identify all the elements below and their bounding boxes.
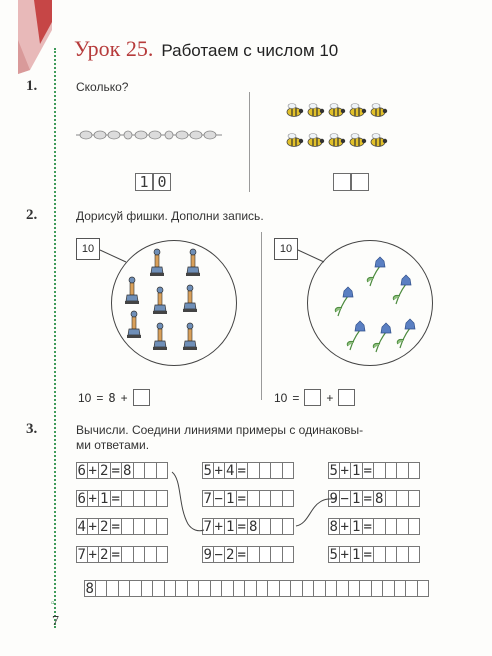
margin-dotted-line <box>54 48 56 628</box>
example-cell: 6 <box>77 491 86 507</box>
answer-row-cell[interactable] <box>326 580 338 597</box>
example-cell: 2 <box>99 462 111 479</box>
example-cell: 2 <box>99 518 111 535</box>
answer-row-cell[interactable] <box>222 580 234 597</box>
example-cell: 9 <box>203 547 212 563</box>
example-cell: = <box>237 546 249 563</box>
task-number-2: 2. <box>26 207 38 223</box>
example-cell: + <box>340 518 352 535</box>
example-cell: + <box>88 462 100 479</box>
example-cell <box>145 518 157 535</box>
example-answer-cell[interactable] <box>248 546 260 563</box>
example-cell <box>283 546 295 563</box>
beads-string-icon <box>74 124 224 146</box>
task1-bees-answer-cell-1[interactable] <box>333 173 351 191</box>
example-answer-cell[interactable] <box>122 546 134 563</box>
task2-instruction: Дорисуй фишки. Дополни запись. <box>76 209 264 223</box>
example-cell: = <box>111 490 123 507</box>
example-cell <box>409 518 421 535</box>
answer-row-cell[interactable] <box>280 580 292 597</box>
answer-row-cell[interactable] <box>199 580 211 597</box>
task2-divider <box>261 232 262 400</box>
example-cell: 5 <box>329 547 338 563</box>
example-cell: 4 <box>77 519 86 535</box>
answer-row-cell[interactable] <box>372 580 384 597</box>
example-cell <box>409 462 421 479</box>
task3-example-1-4[interactable] <box>76 546 168 563</box>
flowers-icon <box>318 250 428 360</box>
task2-right-number-box: 10 <box>274 238 298 260</box>
lesson-number: Урок 25. <box>74 36 154 61</box>
task2-left-lhs: 10 <box>78 390 92 405</box>
task2-left-equation <box>78 389 150 406</box>
example-cell <box>397 490 409 507</box>
task3-example-2-4[interactable] <box>202 546 294 563</box>
task2-right-lhs: 10 <box>274 390 288 405</box>
example-cell: 5 <box>329 463 338 479</box>
example-cell: = <box>111 462 123 479</box>
example-cell: 1 <box>351 546 363 563</box>
example-cell: = <box>111 518 123 535</box>
task2-left-plus: + <box>120 390 128 405</box>
example-cell: − <box>214 546 226 563</box>
example-cell: + <box>340 546 352 563</box>
answer-row-cell[interactable] <box>257 580 269 597</box>
example-cell: = <box>363 518 375 535</box>
example-cell: 8 <box>329 519 338 535</box>
example-answer-cell[interactable] <box>374 546 386 563</box>
answer-row-cell[interactable] <box>234 580 246 597</box>
example-cell: 6 <box>77 463 86 479</box>
example-cell <box>397 462 409 479</box>
example-cell: 7 <box>77 547 86 563</box>
answer-row-cell[interactable] <box>165 580 177 597</box>
answer-row-cell[interactable] <box>337 580 349 597</box>
bees-icon <box>284 100 394 164</box>
example-cell: = <box>363 462 375 479</box>
example-cell <box>409 546 421 563</box>
answer-row-cell[interactable] <box>153 580 165 597</box>
task2-left-number-box: 10 <box>76 238 100 260</box>
example-cell: 1 <box>351 518 363 535</box>
answer-row-cell[interactable] <box>211 580 223 597</box>
answer-row-cell[interactable] <box>142 580 154 597</box>
example-cell: 1 <box>225 518 237 535</box>
task1-divider <box>249 92 250 192</box>
example-answer-cell[interactable] <box>122 490 134 507</box>
answer-row-cell[interactable] <box>245 580 257 597</box>
example-cell <box>145 546 157 563</box>
task3-example-1-2[interactable] <box>76 490 168 507</box>
example-cell: 4 <box>225 462 237 479</box>
example-cell: 1 <box>225 490 237 507</box>
answer-row-cell[interactable] <box>119 580 131 597</box>
answer-row-cell[interactable]: 8 <box>85 581 94 597</box>
answer-row-cell[interactable] <box>130 580 142 597</box>
example-cell: + <box>88 546 100 563</box>
example-cell: − <box>340 490 352 507</box>
example-cell: 2 <box>225 546 237 563</box>
example-cell <box>386 490 398 507</box>
answer-row-cell[interactable] <box>383 580 395 597</box>
answer-row-cell[interactable] <box>395 580 407 597</box>
page-number: 7 <box>52 614 59 629</box>
example-answer-cell[interactable]: 8 <box>248 518 260 535</box>
example-cell: 7 <box>203 519 212 535</box>
task2-right-equals: = <box>292 390 300 405</box>
example-cell <box>145 490 157 507</box>
example-answer-cell[interactable]: 8 <box>374 490 386 507</box>
task1-instruction: Сколько? <box>76 80 129 94</box>
example-cell <box>260 546 272 563</box>
example-cell <box>271 546 283 563</box>
connecting-lines <box>160 466 360 536</box>
example-answer-cell[interactable]: 8 <box>122 462 134 479</box>
answer-row-cell[interactable] <box>314 580 326 597</box>
example-cell: = <box>111 546 123 563</box>
answer-row-cell[interactable] <box>96 580 108 597</box>
task-number-1: 1. <box>26 78 38 94</box>
example-cell: 1 <box>99 490 111 507</box>
task2-left-equals: = <box>96 390 104 405</box>
example-cell <box>397 518 409 535</box>
example-cell: = <box>363 546 375 563</box>
example-cell <box>386 546 398 563</box>
example-cell <box>386 518 398 535</box>
example-cell: + <box>88 518 100 535</box>
example-answer-cell[interactable] <box>374 462 386 479</box>
example-cell <box>145 462 157 479</box>
example-cell <box>134 490 146 507</box>
answer-row-cell[interactable] <box>291 580 303 597</box>
example-cell <box>409 490 421 507</box>
example-cell: 2 <box>99 546 111 563</box>
example-cell: + <box>340 462 352 479</box>
answer-row-cell[interactable] <box>418 580 430 597</box>
answer-row-cell[interactable] <box>176 580 188 597</box>
margin-mark-icon: ▫ <box>51 598 55 609</box>
answer-row-cell[interactable] <box>349 580 361 597</box>
example-cell: + <box>214 518 226 535</box>
task2-right-plus: + <box>326 390 334 405</box>
lesson-subtitle: Работаем с числом 10 <box>161 41 339 60</box>
example-cell <box>134 518 146 535</box>
answer-row-cell[interactable] <box>303 580 315 597</box>
example-cell <box>134 546 146 563</box>
example-cell <box>157 546 169 563</box>
task2-left-addend-1: 8 <box>108 390 116 405</box>
example-cell <box>386 462 398 479</box>
task2-left-answer-box[interactable] <box>133 389 150 406</box>
answer-row-cell[interactable] <box>268 580 280 597</box>
task2-right-answer-box-1[interactable] <box>304 389 321 406</box>
example-cell: + <box>214 462 226 479</box>
example-answer-cell[interactable] <box>122 518 134 535</box>
example-cell: 5 <box>203 463 212 479</box>
task1-bees-answer-cell-2[interactable] <box>351 173 369 191</box>
example-cell: = <box>237 462 249 479</box>
example-answer-cell[interactable] <box>374 518 386 535</box>
example-cell: 7 <box>203 491 212 507</box>
task1-answer-digit-2: 0 <box>157 173 167 191</box>
example-cell: 1 <box>351 462 363 479</box>
example-cell: = <box>237 490 249 507</box>
task-number-3: 3. <box>26 421 38 437</box>
page-title <box>74 36 338 62</box>
answer-row-cell[interactable] <box>406 580 418 597</box>
example-cell: 9 <box>329 491 338 507</box>
example-cell: − <box>214 490 226 507</box>
example-cell: = <box>363 490 375 507</box>
answer-row-cell[interactable] <box>107 580 119 597</box>
task3-example-1-3[interactable] <box>76 518 168 535</box>
task3-answer-row[interactable] <box>84 580 429 597</box>
task2-right-answer-box-2[interactable] <box>338 389 355 406</box>
example-cell: = <box>237 518 249 535</box>
task3-instruction-line1: Вычисли. Соедини линиями примеры с одинаковы- <box>76 423 364 437</box>
example-cell <box>134 462 146 479</box>
task3-example-3-4[interactable] <box>328 546 420 563</box>
task3-example-1-1[interactable] <box>76 462 168 479</box>
task1-answer-digit-1: 1 <box>139 173 149 191</box>
task2-right-equation <box>274 389 355 406</box>
task3-instruction-line2: ми ответами. <box>76 438 150 452</box>
answer-row-cell[interactable] <box>188 580 200 597</box>
example-cell: + <box>88 490 100 507</box>
example-cell <box>397 546 409 563</box>
pawns-icon <box>120 246 230 362</box>
corner-ribbon-icon <box>0 0 60 80</box>
example-cell: 1 <box>351 490 363 507</box>
answer-row-cell[interactable] <box>360 580 372 597</box>
